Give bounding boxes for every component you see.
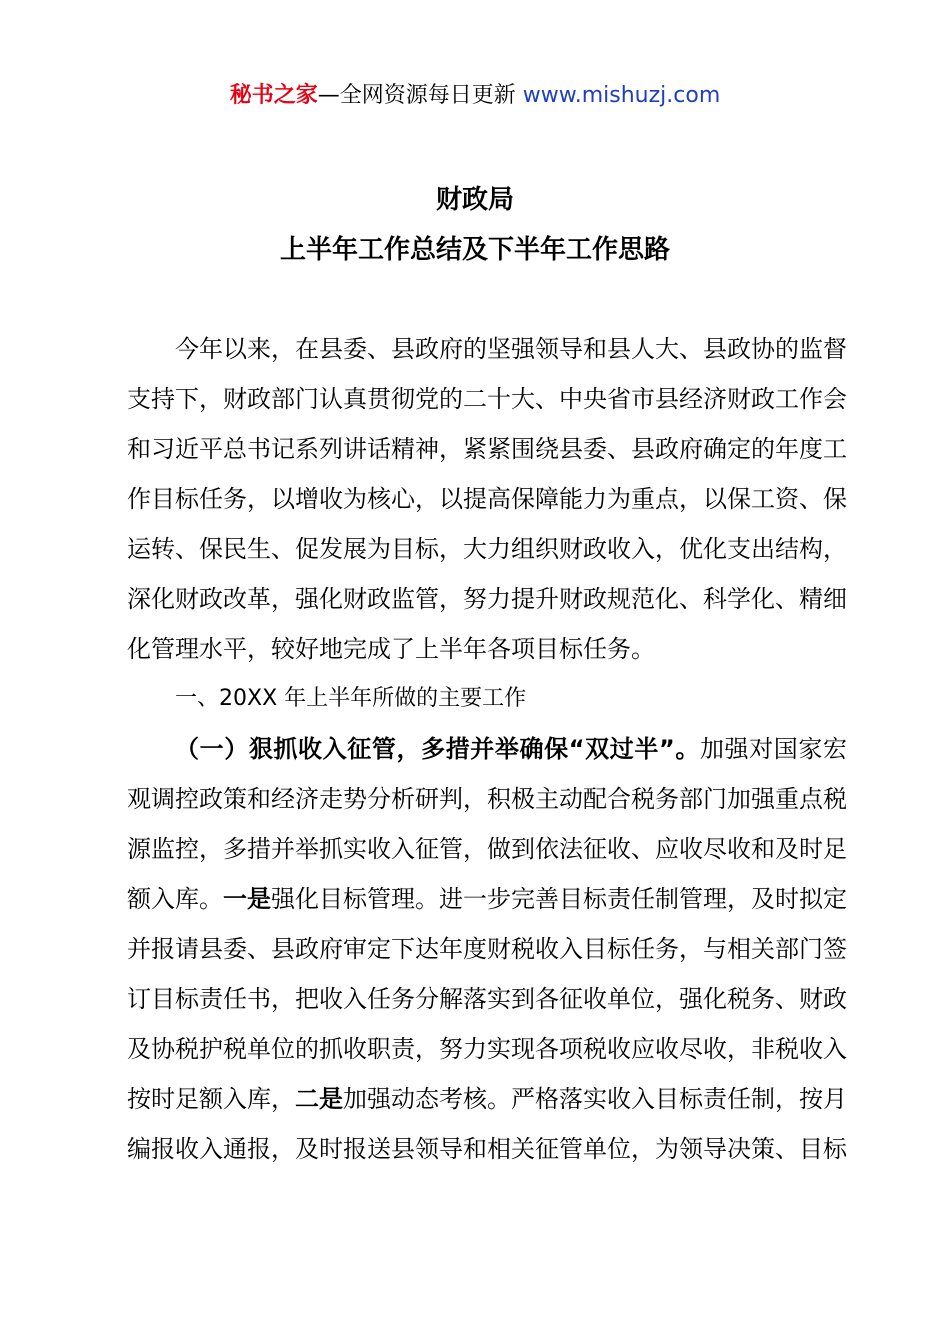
point-1-label: 一是: [223, 885, 271, 913]
section-heading: 一、20XX 年上半年所做的主要工作: [175, 686, 527, 711]
para2-text-a: 加强对国家宏观调控政策和经济走势分析研判，积极主动配合税务部门加强重点税源监控，多措并举抓实收入征管，做到依法征收、应收尽收和及时足额入库。: [127, 735, 847, 913]
document-title-line1: 财政局: [435, 185, 514, 215]
para2-text-b: 强化目标管理。进一步完善目标责任制管理，及时拟定并报请县委、县政府审定下达年度财税收入目标任务，与相关部门签订目标责任书，把收入任务分解落实到各征收单位，强化税务、财政及协税护税单位的抓收职责，努力实现各项税收应收尽收，非税收入按时足额入库，: [127, 885, 847, 1113]
para2-text-c: 加强动态考核。严格落实收入目标责任制，按月编报收入通报，及时报送县领导和相关征管单位，为领导决策、目标: [127, 1085, 847, 1163]
brand-name: 秘书之家: [229, 83, 318, 108]
site-url-link[interactable]: www.mishuzj.com: [522, 83, 721, 108]
sub-heading: （一）狠抓收入征管，多措并举确保“双过半”。: [175, 735, 700, 763]
body-paragraph-2: [127, 724, 847, 1174]
point-2-label: 二是: [295, 1085, 343, 1113]
site-header: [0, 80, 950, 112]
document-title-line2: 上半年工作总结及下半年工作思路: [279, 235, 670, 265]
intro-paragraph: 今年以来，在县委、县政府的坚强领导和县人大、县政协的监督支持下，财政部门认真贯彻党的二十大、中央省市县经济财政工作会和习近平总书记系列讲话精神，紧紧围绕县委、县政府确定的年度工作目标任务，以增收为核心，以提高保障能力为重点，以保工资、保运转、保民生、促发展为目标，大力组织财政收入，优化支出结构，深化财政改革，强化财政监管，努力提升财政规范化、科学化、精细化管理水平，较好地完成了上半年各项目标任务。: [127, 335, 847, 663]
header-tagline: —全网资源每日更新: [317, 83, 523, 108]
